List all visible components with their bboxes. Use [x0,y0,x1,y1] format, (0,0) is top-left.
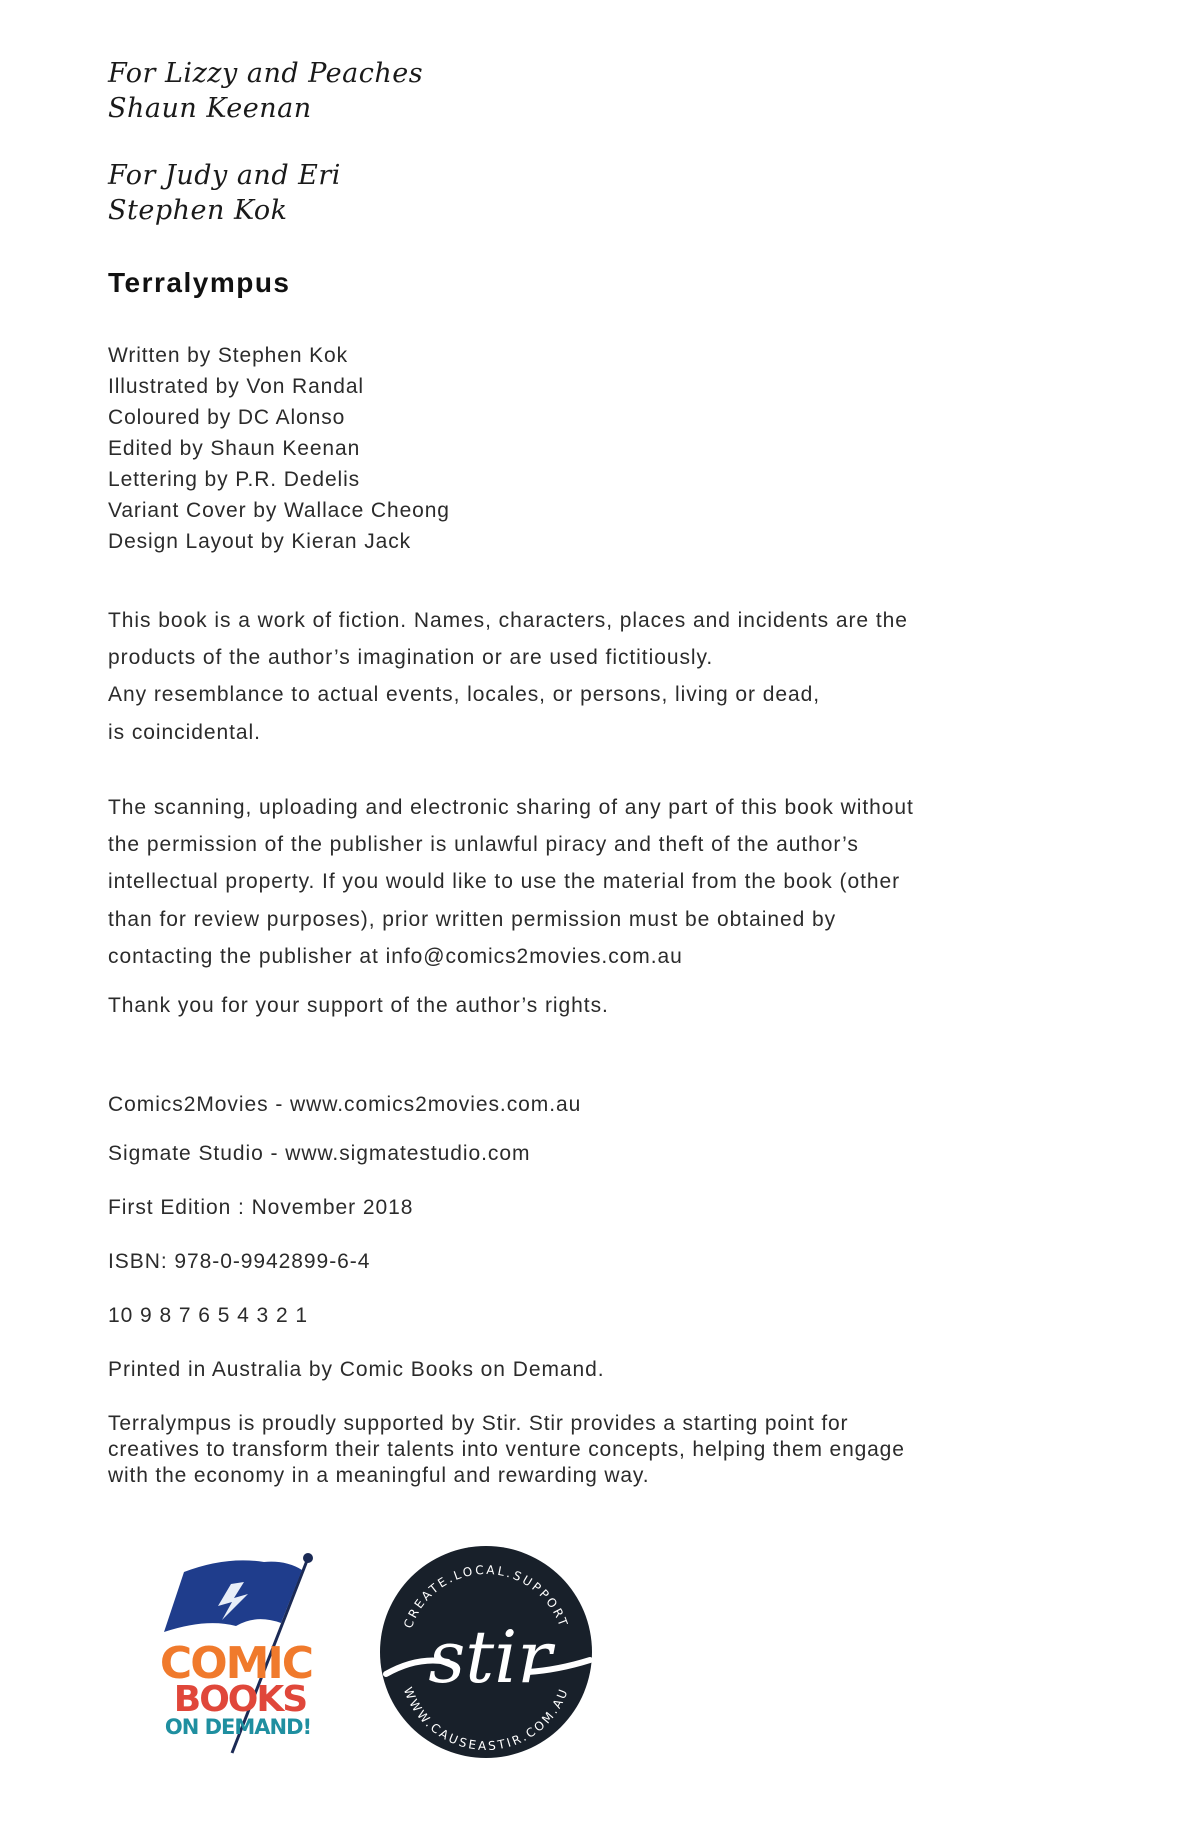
credit-line: Coloured by DC Alonso [108,406,346,429]
notice-line: with the economy in a meaningful and rewarding way. [108,1464,650,1487]
thanks-text: Thank you for your support of the author’s rights. [108,994,609,1017]
notice-line: is coincidental. [108,720,261,744]
stir-wordmark: stir [428,1615,552,1699]
dedication-name: Shaun Keenan [108,93,312,124]
dedication-name: Stephen Kok [108,195,288,226]
stir-logo [378,1544,594,1760]
printing-line: 10 9 8 7 6 5 4 3 2 1 [108,1304,308,1327]
credits-list [108,340,450,557]
credit-line: Lettering by P.R. Dedelis [108,468,361,491]
credit-line: Illustrated by Von Randal [108,375,364,398]
notice-line: contacting the publisher at info@comics2movies.com.au [108,944,683,968]
stir-top-text: CREATE.LOCAL.SUPPORT [400,1562,572,1631]
notice-line: Any resemblance to actual events, locales, or persons, living or dead, [108,683,821,707]
credit-line: Written by Stephen Kok [108,344,349,367]
credit-line: Edited by Shaun Keenan [108,437,361,460]
notice-line: than for review purposes), prior written permission must be obtained by [108,907,837,931]
isbn-text: ISBN: 978-0-9942899-6-4 [108,1250,371,1273]
dedication-2 [108,158,341,228]
printer-text: Printed in Australia by Comic Books on Demand. [108,1358,605,1381]
notice-line: Terralympus is proudly supported by Stir. Stir provides a starting point for [108,1412,849,1435]
notice-line: The scanning, uploading and electronic sharing of any part of this book without [108,796,914,819]
notice-line: This book is a work of fiction. Names, characters, places and incidents are the [108,609,908,632]
notice-line: the permission of the publisher is unlawful piracy and theft of the author’s [108,833,859,857]
stir-bottom-text: WWW.CAUSEASTIR.COM.AU [400,1685,572,1754]
dedication-line: For Lizzy and Peaches [108,58,424,89]
notice-line: intellectual property. If you would like to use the material from the book (other [108,870,901,894]
logo-books-text: BOOKS [173,1679,307,1720]
book-title: Terralympus [108,267,291,298]
comics2movies-link: Comics2Movies - www.comics2movies.com.au [108,1093,582,1116]
copyright-notice [108,789,914,975]
logo-on-demand-text: ON DEMAND! [164,1715,312,1739]
support-notice [108,1411,905,1489]
comic-books-on-demand-logo [136,1548,336,1758]
fiction-notice [108,602,908,751]
flagpole-knob [303,1553,313,1563]
notice-line: creatives to transform their talents into venture concepts, helping them engage [108,1438,905,1461]
edition-text: First Edition : November 2018 [108,1196,414,1219]
credit-line: Variant Cover by Wallace Cheong [108,499,450,522]
dedication-1 [108,56,423,126]
notice-line: products of the author’s imagination or are used fictitiously. [108,646,714,670]
dedication-line: For Judy and Eri [108,160,341,191]
sigmate-link: Sigmate Studio - www.sigmatestudio.com [108,1142,531,1165]
credit-line: Design Layout by Kieran Jack [108,530,412,553]
logo-comic-text: COMIC [159,1638,313,1689]
